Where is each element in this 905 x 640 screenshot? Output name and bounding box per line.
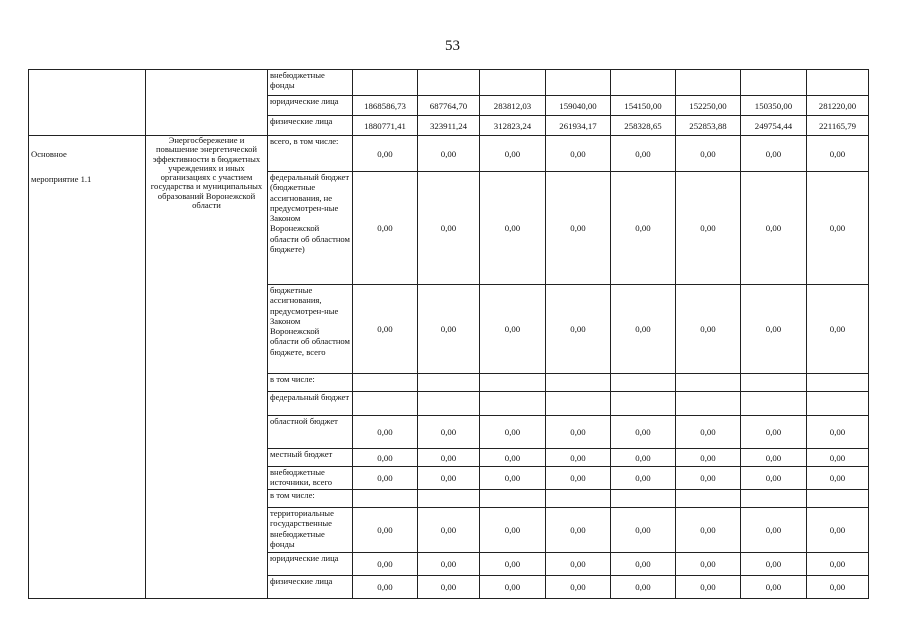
value-cell: 0,00 bbox=[353, 136, 418, 172]
value-cell bbox=[676, 490, 741, 508]
value-cell: 0,00 bbox=[353, 285, 418, 374]
value-cell: 221165,79 bbox=[807, 116, 869, 136]
value-cell bbox=[611, 490, 676, 508]
value-cell: 252853,88 bbox=[676, 116, 741, 136]
value-cell: 0,00 bbox=[676, 285, 741, 374]
value-cell: 0,00 bbox=[807, 416, 869, 449]
value-cell bbox=[546, 374, 611, 392]
value-cell bbox=[480, 392, 546, 416]
row-label: всего, в том числе: bbox=[268, 136, 353, 172]
row-label: внебюджетные источники, всего bbox=[268, 467, 353, 490]
value-cell: 0,00 bbox=[480, 285, 546, 374]
value-cell: 0,00 bbox=[676, 136, 741, 172]
value-cell: 0,00 bbox=[741, 508, 807, 553]
value-cell: 0,00 bbox=[353, 553, 418, 576]
row-label: физические лица bbox=[268, 116, 353, 136]
value-cell: 0,00 bbox=[546, 416, 611, 449]
value-cell: 0,00 bbox=[807, 553, 869, 576]
value-cell: 281220,00 bbox=[807, 96, 869, 116]
value-cell bbox=[418, 392, 480, 416]
value-cell: 0,00 bbox=[546, 285, 611, 374]
value-cell: 0,00 bbox=[807, 172, 869, 285]
value-cell bbox=[546, 392, 611, 416]
value-cell: 0,00 bbox=[741, 467, 807, 490]
value-cell: 0,00 bbox=[611, 172, 676, 285]
value-cell: 0,00 bbox=[741, 576, 807, 599]
value-cell bbox=[807, 490, 869, 508]
value-cell: 0,00 bbox=[741, 136, 807, 172]
value-cell: 0,00 bbox=[418, 508, 480, 553]
row-label: в том числе: bbox=[268, 490, 353, 508]
value-cell: 0,00 bbox=[480, 576, 546, 599]
value-cell: 0,00 bbox=[480, 508, 546, 553]
value-cell bbox=[546, 490, 611, 508]
value-cell: 0,00 bbox=[546, 467, 611, 490]
value-cell: 0,00 bbox=[676, 449, 741, 467]
value-cell: 0,00 bbox=[611, 416, 676, 449]
value-cell: 150350,00 bbox=[741, 96, 807, 116]
value-cell: 0,00 bbox=[611, 553, 676, 576]
value-cell bbox=[480, 490, 546, 508]
value-cell bbox=[418, 374, 480, 392]
value-cell: 0,00 bbox=[418, 285, 480, 374]
value-cell bbox=[807, 374, 869, 392]
value-cell: 0,00 bbox=[611, 467, 676, 490]
value-cell: 0,00 bbox=[353, 416, 418, 449]
value-cell bbox=[418, 490, 480, 508]
value-cell bbox=[676, 374, 741, 392]
table-body bbox=[29, 70, 869, 599]
value-cell: 0,00 bbox=[353, 576, 418, 599]
value-cell: 0,00 bbox=[741, 553, 807, 576]
value-cell bbox=[418, 70, 480, 96]
value-cell: 0,00 bbox=[807, 508, 869, 553]
value-cell: 0,00 bbox=[611, 576, 676, 599]
value-cell: 0,00 bbox=[741, 172, 807, 285]
value-cell: 0,00 bbox=[807, 467, 869, 490]
value-cell: 283812,03 bbox=[480, 96, 546, 116]
value-cell bbox=[611, 70, 676, 96]
empty-measure-cell bbox=[29, 70, 146, 136]
value-cell: 152250,00 bbox=[676, 96, 741, 116]
value-cell bbox=[807, 392, 869, 416]
value-cell bbox=[480, 70, 546, 96]
row-label: юридические лица bbox=[268, 96, 353, 116]
value-cell: 0,00 bbox=[741, 449, 807, 467]
value-cell: 0,00 bbox=[807, 285, 869, 374]
value-cell bbox=[676, 70, 741, 96]
budget-table bbox=[28, 69, 869, 599]
value-cell: 0,00 bbox=[480, 449, 546, 467]
value-cell: 0,00 bbox=[546, 136, 611, 172]
value-cell: 0,00 bbox=[418, 449, 480, 467]
measure-cell bbox=[29, 136, 146, 599]
value-cell: 0,00 bbox=[807, 449, 869, 467]
value-cell: 0,00 bbox=[353, 508, 418, 553]
value-cell: 0,00 bbox=[741, 285, 807, 374]
value-cell: 0,00 bbox=[676, 553, 741, 576]
row-label: федеральный бюджет bbox=[268, 392, 353, 416]
row-label: областной бюджет bbox=[268, 416, 353, 449]
value-cell bbox=[353, 490, 418, 508]
value-cell: 0,00 bbox=[480, 467, 546, 490]
value-cell: 0,00 bbox=[676, 416, 741, 449]
value-cell: 0,00 bbox=[480, 416, 546, 449]
measure-description: Энергосбережение и повышение энергетической эффективности в бюджетных учреждениях и иных организациях с участием государства и муниципальных образований Воронежской области bbox=[146, 136, 268, 599]
value-cell: 0,00 bbox=[546, 576, 611, 599]
value-cell: 0,00 bbox=[611, 508, 676, 553]
value-cell: 154150,00 bbox=[611, 96, 676, 116]
value-cell: 0,00 bbox=[418, 136, 480, 172]
value-cell: 0,00 bbox=[418, 467, 480, 490]
value-cell: 0,00 bbox=[418, 576, 480, 599]
empty-description-cell bbox=[146, 70, 268, 136]
value-cell: 258328,65 bbox=[611, 116, 676, 136]
value-cell: 0,00 bbox=[353, 172, 418, 285]
row-label: физические лица bbox=[268, 576, 353, 599]
row-label: территориальные государственные внебюджетные фонды bbox=[268, 508, 353, 553]
value-cell: 0,00 bbox=[676, 508, 741, 553]
value-cell: 159040,00 bbox=[546, 96, 611, 116]
measure-title-line1: Основное bbox=[31, 149, 67, 159]
row-label: бюджетные ассигнования, предусмотрен-ные Законом Воронежской области об областном бюджете, всего bbox=[268, 285, 353, 374]
value-cell: 0,00 bbox=[418, 553, 480, 576]
value-cell: 0,00 bbox=[807, 136, 869, 172]
page-number: 53 bbox=[445, 38, 460, 54]
table-row bbox=[29, 70, 869, 96]
value-cell bbox=[741, 490, 807, 508]
value-cell bbox=[353, 70, 418, 96]
value-cell: 0,00 bbox=[418, 172, 480, 285]
value-cell bbox=[807, 70, 869, 96]
value-cell bbox=[741, 70, 807, 96]
value-cell bbox=[480, 374, 546, 392]
value-cell bbox=[741, 374, 807, 392]
value-cell: 0,00 bbox=[353, 449, 418, 467]
value-cell: 0,00 bbox=[741, 416, 807, 449]
value-cell: 0,00 bbox=[676, 172, 741, 285]
value-cell: 261934,17 bbox=[546, 116, 611, 136]
value-cell bbox=[611, 392, 676, 416]
value-cell: 0,00 bbox=[676, 576, 741, 599]
value-cell: 0,00 bbox=[480, 136, 546, 172]
value-cell bbox=[741, 392, 807, 416]
value-cell: 0,00 bbox=[418, 416, 480, 449]
value-cell: 249754,44 bbox=[741, 116, 807, 136]
value-cell: 312823,24 bbox=[480, 116, 546, 136]
row-label: местный бюджет bbox=[268, 449, 353, 467]
value-cell: 0,00 bbox=[546, 508, 611, 553]
value-cell: 1880771,41 bbox=[353, 116, 418, 136]
value-cell bbox=[546, 70, 611, 96]
row-label: внебюджетные фонды bbox=[268, 70, 353, 96]
value-cell: 687764,70 bbox=[418, 96, 480, 116]
value-cell: 0,00 bbox=[546, 553, 611, 576]
value-cell: 0,00 bbox=[353, 467, 418, 490]
row-label: федеральный бюджет (бюджетные ассигнования, не предусмотрен-ные Законом Воронежской области об областном бюджете) bbox=[268, 172, 353, 285]
value-cell: 0,00 bbox=[807, 576, 869, 599]
table-row bbox=[29, 136, 869, 172]
value-cell: 0,00 bbox=[546, 172, 611, 285]
row-label: юридические лица bbox=[268, 553, 353, 576]
value-cell: 1868586,73 bbox=[353, 96, 418, 116]
value-cell: 0,00 bbox=[480, 553, 546, 576]
measure-title-line2: мероприятие 1.1 bbox=[31, 174, 92, 184]
row-label: в том числе: bbox=[268, 374, 353, 392]
value-cell bbox=[353, 392, 418, 416]
value-cell bbox=[676, 392, 741, 416]
value-cell: 0,00 bbox=[611, 136, 676, 172]
value-cell: 0,00 bbox=[676, 467, 741, 490]
value-cell bbox=[353, 374, 418, 392]
value-cell: 0,00 bbox=[546, 449, 611, 467]
value-cell: 0,00 bbox=[480, 172, 546, 285]
value-cell: 323911,24 bbox=[418, 116, 480, 136]
value-cell bbox=[611, 374, 676, 392]
value-cell: 0,00 bbox=[611, 285, 676, 374]
value-cell: 0,00 bbox=[611, 449, 676, 467]
